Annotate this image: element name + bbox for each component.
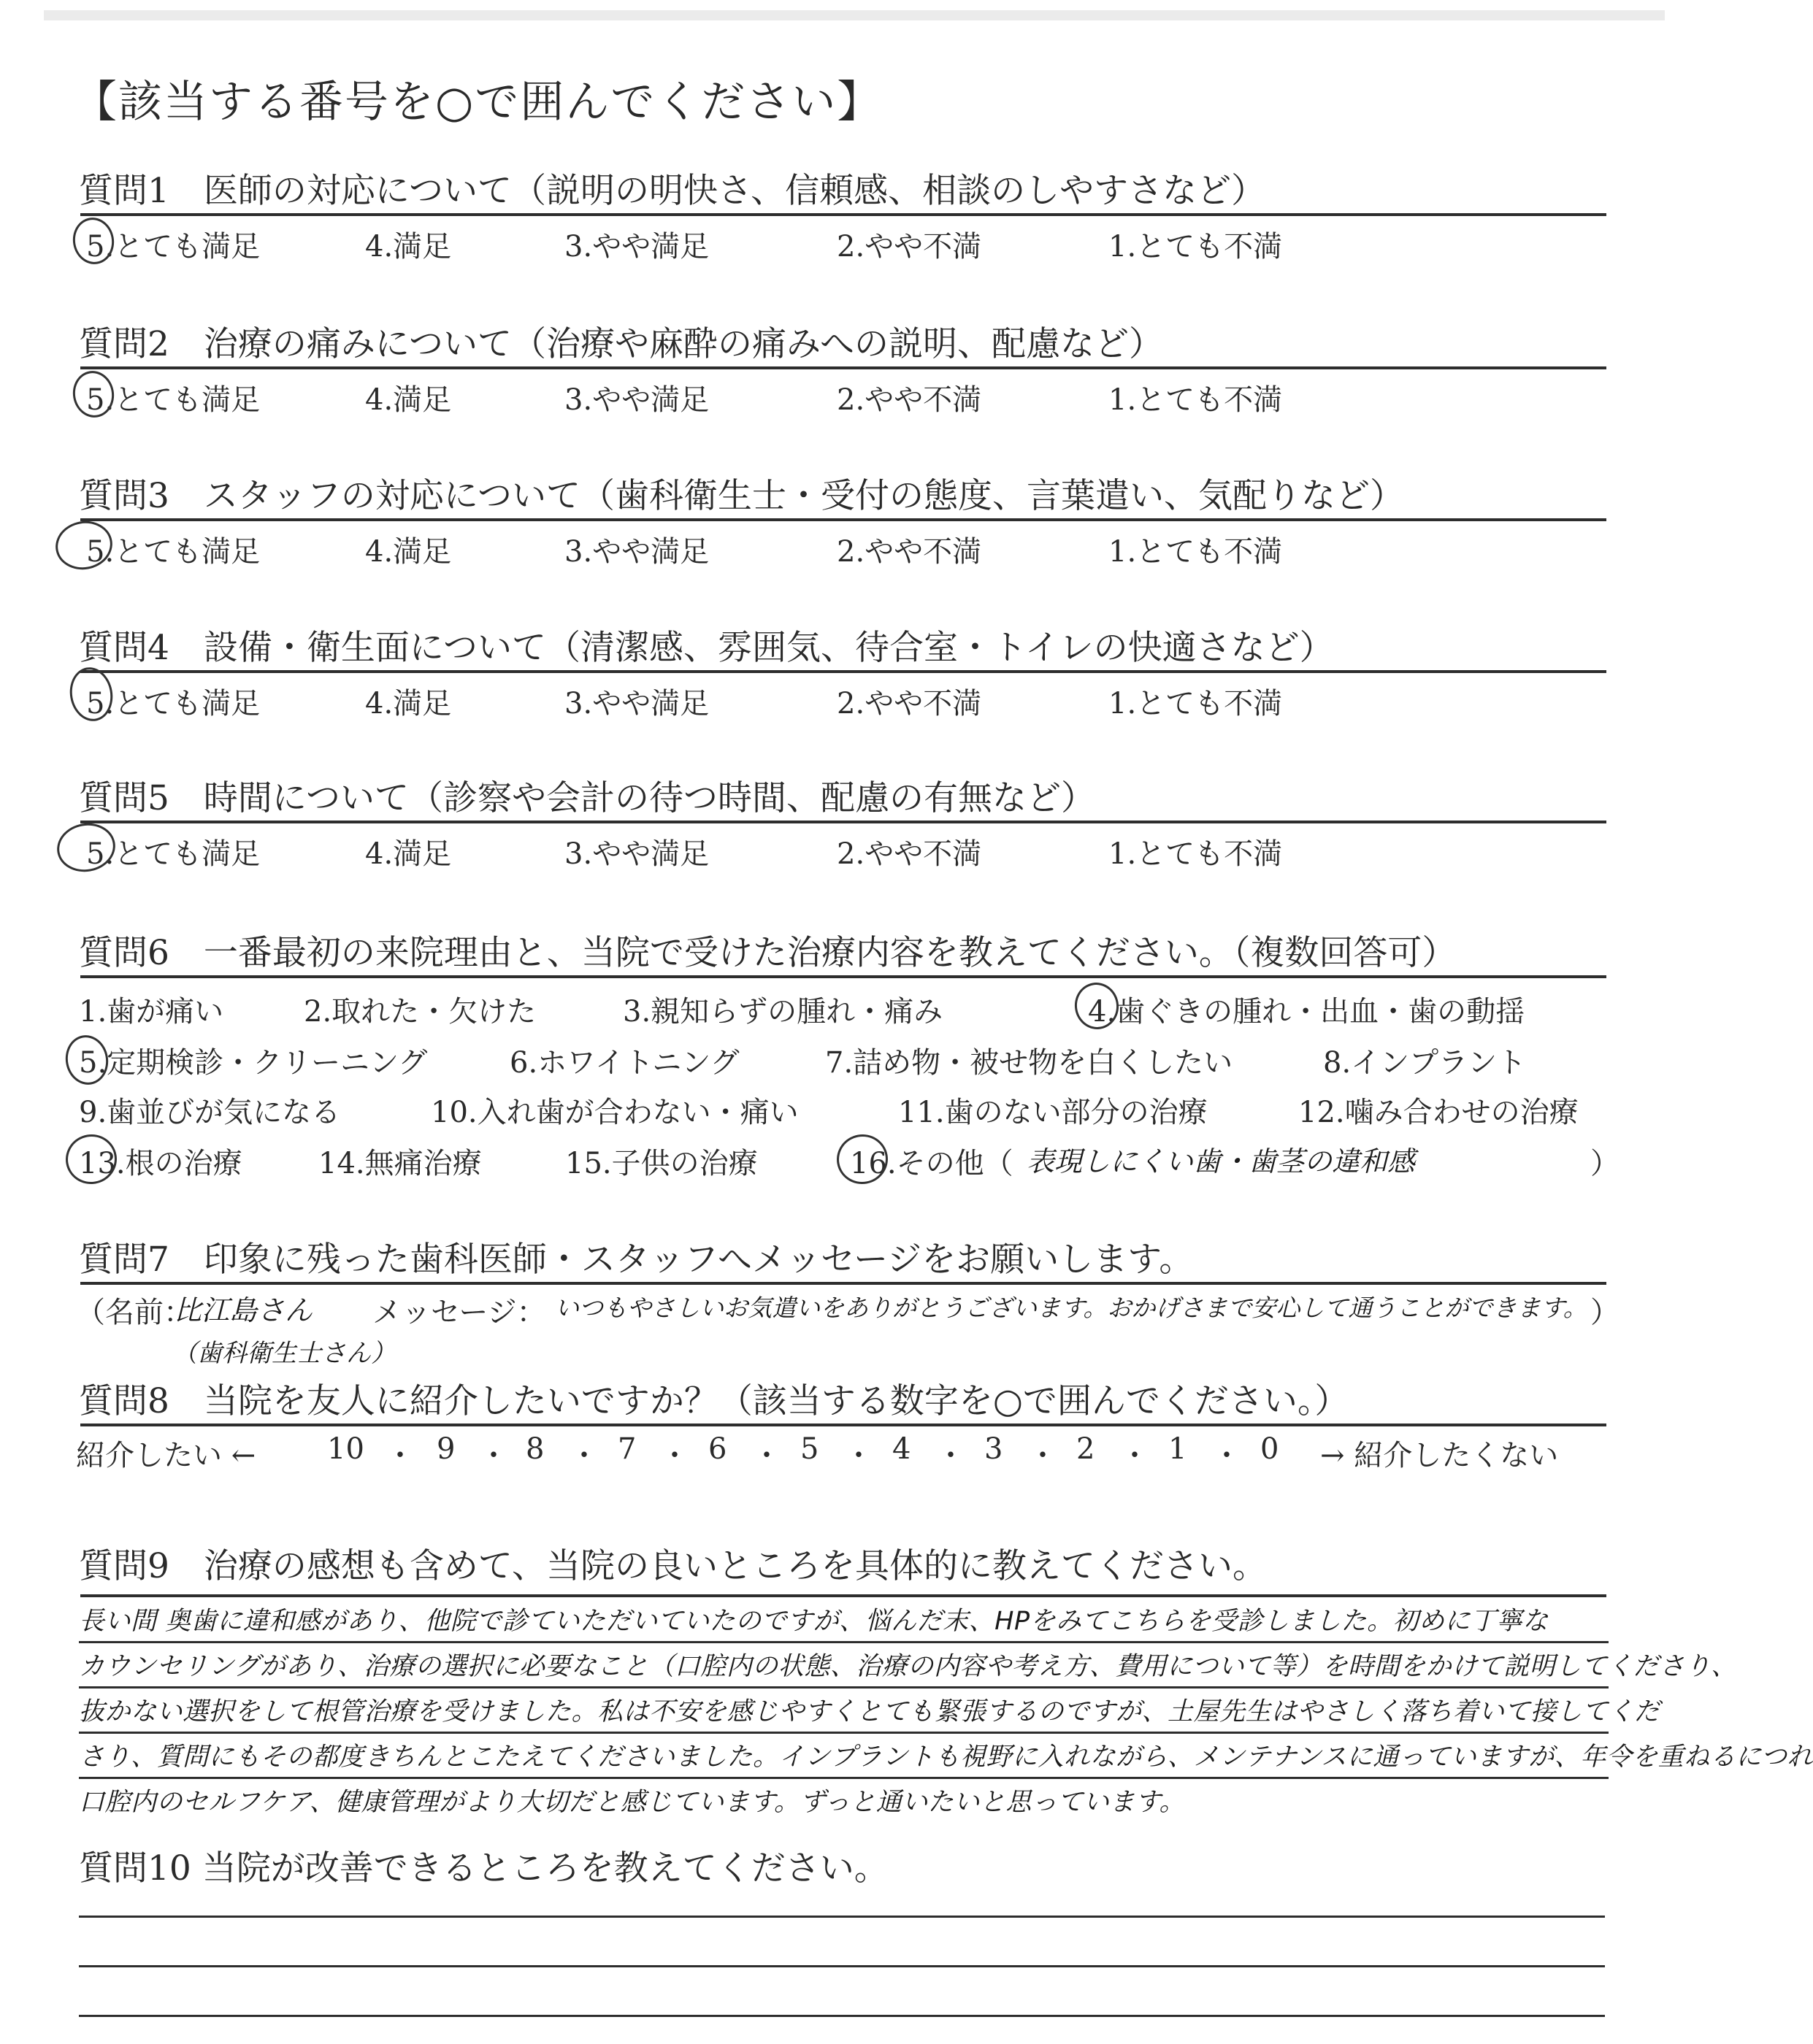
rating-option-2[interactable]: 2.やや不満 bbox=[837, 230, 982, 264]
reason-option-1[interactable]: 1.歯が痛い bbox=[79, 995, 224, 1029]
message-label: メッセージ： bbox=[372, 1296, 546, 1329]
scale-left-label: 紹介したい ← bbox=[76, 1439, 256, 1472]
name-label: （名前： bbox=[76, 1296, 193, 1329]
rating-option-5[interactable]: 5.とても満足 bbox=[86, 687, 261, 721]
question-5-title: 質問5 時間について（診察や会計の待つ時間、配慮の有無など） bbox=[79, 778, 1095, 818]
rating-options bbox=[79, 216, 1598, 264]
page-title: 【該当する番号を○で囲んでください】 bbox=[73, 77, 883, 128]
reason-option-6[interactable]: 6.ホワイトニング bbox=[510, 1046, 740, 1080]
message-value[interactable]: いつもやさしいお気遣いをありがとうございます。おかげさまで安心して通うことができます。 bbox=[555, 1294, 1587, 1322]
rating-option-1[interactable]: 1.とても不満 bbox=[1108, 383, 1283, 417]
question-7 bbox=[76, 1238, 1620, 1380]
answer-lines bbox=[79, 1597, 1813, 1838]
answer-line-blank[interactable] bbox=[79, 1965, 1605, 1967]
answer-line-blank[interactable] bbox=[79, 1916, 1605, 1918]
answer-line-4[interactable]: さり、質問にもその都度きちんとこたえてくださいました。インプラントも視野に入れながら、メンテナンスに通っていますが、年令を重ねるにつれ bbox=[79, 1733, 1609, 1779]
rating-option-2[interactable]: 2.やや不満 bbox=[837, 837, 982, 871]
scale-1[interactable]: 1 bbox=[1168, 1432, 1187, 1466]
scale-10[interactable]: 10 bbox=[327, 1432, 364, 1466]
rating-option-1[interactable]: 1.とても不満 bbox=[1108, 687, 1283, 721]
question-8 bbox=[76, 1380, 1598, 1476]
question-4 bbox=[79, 626, 1598, 721]
rating-option-3[interactable]: 3.やや満足 bbox=[564, 837, 710, 871]
question-10 bbox=[79, 1847, 1598, 1891]
rating-option-2[interactable]: 2.やや不満 bbox=[837, 535, 982, 569]
rating-option-3[interactable]: 3.やや満足 bbox=[564, 230, 710, 264]
recommend-scale bbox=[76, 1432, 1598, 1476]
scale-dot: ・ bbox=[479, 1439, 508, 1472]
rating-option-1[interactable]: 1.とても不満 bbox=[1108, 230, 1283, 264]
question-9 bbox=[79, 1545, 1813, 1838]
scale-6[interactable]: 6 bbox=[708, 1432, 727, 1466]
answer-line-3[interactable]: 抜かない選択をして根管治療を受けました。私は不安を感じやすくとても緊張するのですが、土屋先生はやさしく落ち着いて接してくだ bbox=[79, 1688, 1609, 1734]
rating-option-4[interactable]: 4.満足 bbox=[365, 687, 452, 721]
rating-option-1[interactable]: 1.とても不満 bbox=[1108, 535, 1283, 569]
scale-3[interactable]: 3 bbox=[984, 1432, 1003, 1466]
question-3-title: 質問3 スタッフの対応について（歯科衛生士・受付の態度、言葉遣い、気配りなど） bbox=[79, 476, 1404, 516]
rating-option-4[interactable]: 4.満足 bbox=[365, 230, 452, 264]
question-5 bbox=[79, 777, 1598, 871]
scan-top-edge bbox=[44, 10, 1665, 20]
rating-option-4[interactable]: 4.満足 bbox=[365, 383, 452, 417]
scale-8[interactable]: 8 bbox=[526, 1432, 545, 1466]
reason-option-8[interactable]: 8.インプラント bbox=[1323, 1046, 1527, 1080]
closing-paren: ） bbox=[1590, 1147, 1620, 1180]
question-2-title: 質問2 治療の痛みについて（治療や麻酔の痛みへの説明、配慮など） bbox=[79, 324, 1164, 364]
rating-options bbox=[79, 369, 1598, 417]
rating-option-3[interactable]: 3.やや満足 bbox=[564, 535, 710, 569]
name-role[interactable]: （歯科衛生士さん） bbox=[172, 1339, 396, 1368]
scale-5[interactable]: 5 bbox=[800, 1432, 819, 1466]
answer-line-2[interactable]: カウンセリングがあり、治療の選択に必要なこと（口腔内の状態、治療の内容や考え方、費用について等）を時間をかけて説明してくださり、 bbox=[79, 1642, 1609, 1688]
reason-option-7[interactable]: 7.詰め物・被せ物を白くしたい bbox=[825, 1046, 1233, 1080]
question-8-title: 質問8 当院を友人に紹介したいですか？（該当する数字を○で囲んでください。） bbox=[79, 1381, 1349, 1421]
divider bbox=[80, 1424, 1606, 1426]
rating-options bbox=[79, 521, 1598, 569]
scale-4[interactable]: 4 bbox=[892, 1432, 911, 1466]
reason-option-5[interactable]: 5.定期検診・クリーニング bbox=[79, 1046, 428, 1080]
rating-option-3[interactable]: 3.やや満足 bbox=[564, 383, 710, 417]
scale-2[interactable]: 2 bbox=[1076, 1432, 1095, 1466]
question-7-title: 質問7 印象に残った歯科医師・スタッフへメッセージをお願いします。 bbox=[79, 1240, 1194, 1280]
rating-option-5[interactable]: 5.とても満足 bbox=[86, 837, 261, 871]
question-9-title: 質問9 治療の感想も含めて、当院の良いところを具体的に教えてください。 bbox=[79, 1546, 1267, 1586]
scale-dot: ・ bbox=[1120, 1439, 1149, 1472]
scale-0[interactable]: 0 bbox=[1260, 1432, 1279, 1466]
scale-7[interactable]: 7 bbox=[618, 1432, 637, 1466]
rating-option-5[interactable]: 5.とても満足 bbox=[86, 230, 261, 264]
reason-option-3[interactable]: 3.親知らずの腫れ・痛み bbox=[623, 995, 943, 1029]
rating-options bbox=[79, 673, 1598, 721]
question-10-title: 質問10 当院が改善できるところを教えてください。 bbox=[79, 1848, 889, 1889]
scale-dot: ・ bbox=[570, 1439, 599, 1472]
closing-paren: ） bbox=[1590, 1296, 1620, 1329]
question-4-title: 質問4 設備・衛生面について（清潔感、雰囲気、待合室・トイレの快適さなど） bbox=[79, 628, 1334, 668]
reason-option-4[interactable]: 4.歯ぐきの腫れ・出血・歯の動揺 bbox=[1088, 995, 1525, 1029]
reason-option-15[interactable]: 15.子供の治療 bbox=[565, 1147, 758, 1180]
reason-option-11[interactable]: 11.歯のない部分の治療 bbox=[898, 1096, 1208, 1129]
rating-options bbox=[79, 823, 1598, 871]
reason-option-2[interactable]: 2.取れた・欠けた bbox=[304, 995, 537, 1029]
reason-option-9[interactable]: 9.歯並びが気になる bbox=[79, 1096, 341, 1129]
question-1 bbox=[79, 169, 1598, 264]
rating-option-1[interactable]: 1.とても不満 bbox=[1108, 837, 1283, 871]
scale-dot: ・ bbox=[936, 1439, 965, 1472]
question-3 bbox=[79, 474, 1598, 569]
scale-dot: ・ bbox=[844, 1439, 873, 1472]
reason-option-10[interactable]: 10.入れ歯が合わない・痛い bbox=[431, 1096, 799, 1129]
question-1-title: 質問1 医師の対応について（説明の明快さ、信頼感、相談のしやすさなど） bbox=[79, 171, 1266, 211]
reason-option-14[interactable]: 14.無痛治療 bbox=[318, 1147, 482, 1180]
rating-option-5[interactable]: 5.とても満足 bbox=[86, 535, 261, 569]
scale-dot: ・ bbox=[386, 1439, 415, 1472]
scale-dot: ・ bbox=[1212, 1439, 1241, 1472]
scale-dot: ・ bbox=[752, 1439, 781, 1472]
rating-option-2[interactable]: 2.やや不満 bbox=[837, 687, 982, 721]
question-2 bbox=[79, 323, 1598, 417]
scale-9[interactable]: 9 bbox=[437, 1432, 456, 1466]
question-6-title: 質問6 一番最初の来院理由と、当院で受けた治療内容を教えてください。（複数回答可） bbox=[79, 933, 1457, 973]
reason-options bbox=[79, 978, 1620, 1190]
scale-dot: ・ bbox=[1028, 1439, 1057, 1472]
rating-option-5[interactable]: 5.とても満足 bbox=[86, 383, 261, 417]
other-reason-text[interactable]: 表現しにくい歯・歯茎の違和感 bbox=[1027, 1145, 1416, 1177]
rating-option-4[interactable]: 4.満足 bbox=[365, 837, 452, 871]
reason-option-16[interactable]: 16.その他（ bbox=[850, 1147, 1013, 1180]
answer-line-5[interactable]: 口腔内のセルフケア、健康管理がより大切だと感じています。ずっと通いたいと思っています。 bbox=[79, 1788, 1185, 1817]
rating-option-3[interactable]: 3.やや満足 bbox=[564, 687, 710, 721]
scale-right-label: → 紹介したくない bbox=[1320, 1439, 1559, 1472]
answer-line-blank[interactable] bbox=[79, 2015, 1605, 2017]
question-6 bbox=[79, 931, 1620, 1190]
rating-option-4[interactable]: 4.満足 bbox=[365, 535, 452, 569]
rating-option-2[interactable]: 2.やや不満 bbox=[837, 383, 982, 417]
name-value[interactable]: 比江島さん bbox=[174, 1294, 313, 1326]
reason-option-13[interactable]: 13.根の治療 bbox=[79, 1147, 242, 1180]
message-row bbox=[76, 1285, 1620, 1380]
scale-dot: ・ bbox=[660, 1439, 689, 1472]
reason-option-12[interactable]: 12.噛み合わせの治療 bbox=[1298, 1096, 1579, 1129]
answer-line-1[interactable]: 長い間 奥歯に違和感があり、他院で診ていただいていたのですが、悩んだ末、HPをみてこちらを受診しました。初めに丁寧な bbox=[79, 1597, 1609, 1643]
